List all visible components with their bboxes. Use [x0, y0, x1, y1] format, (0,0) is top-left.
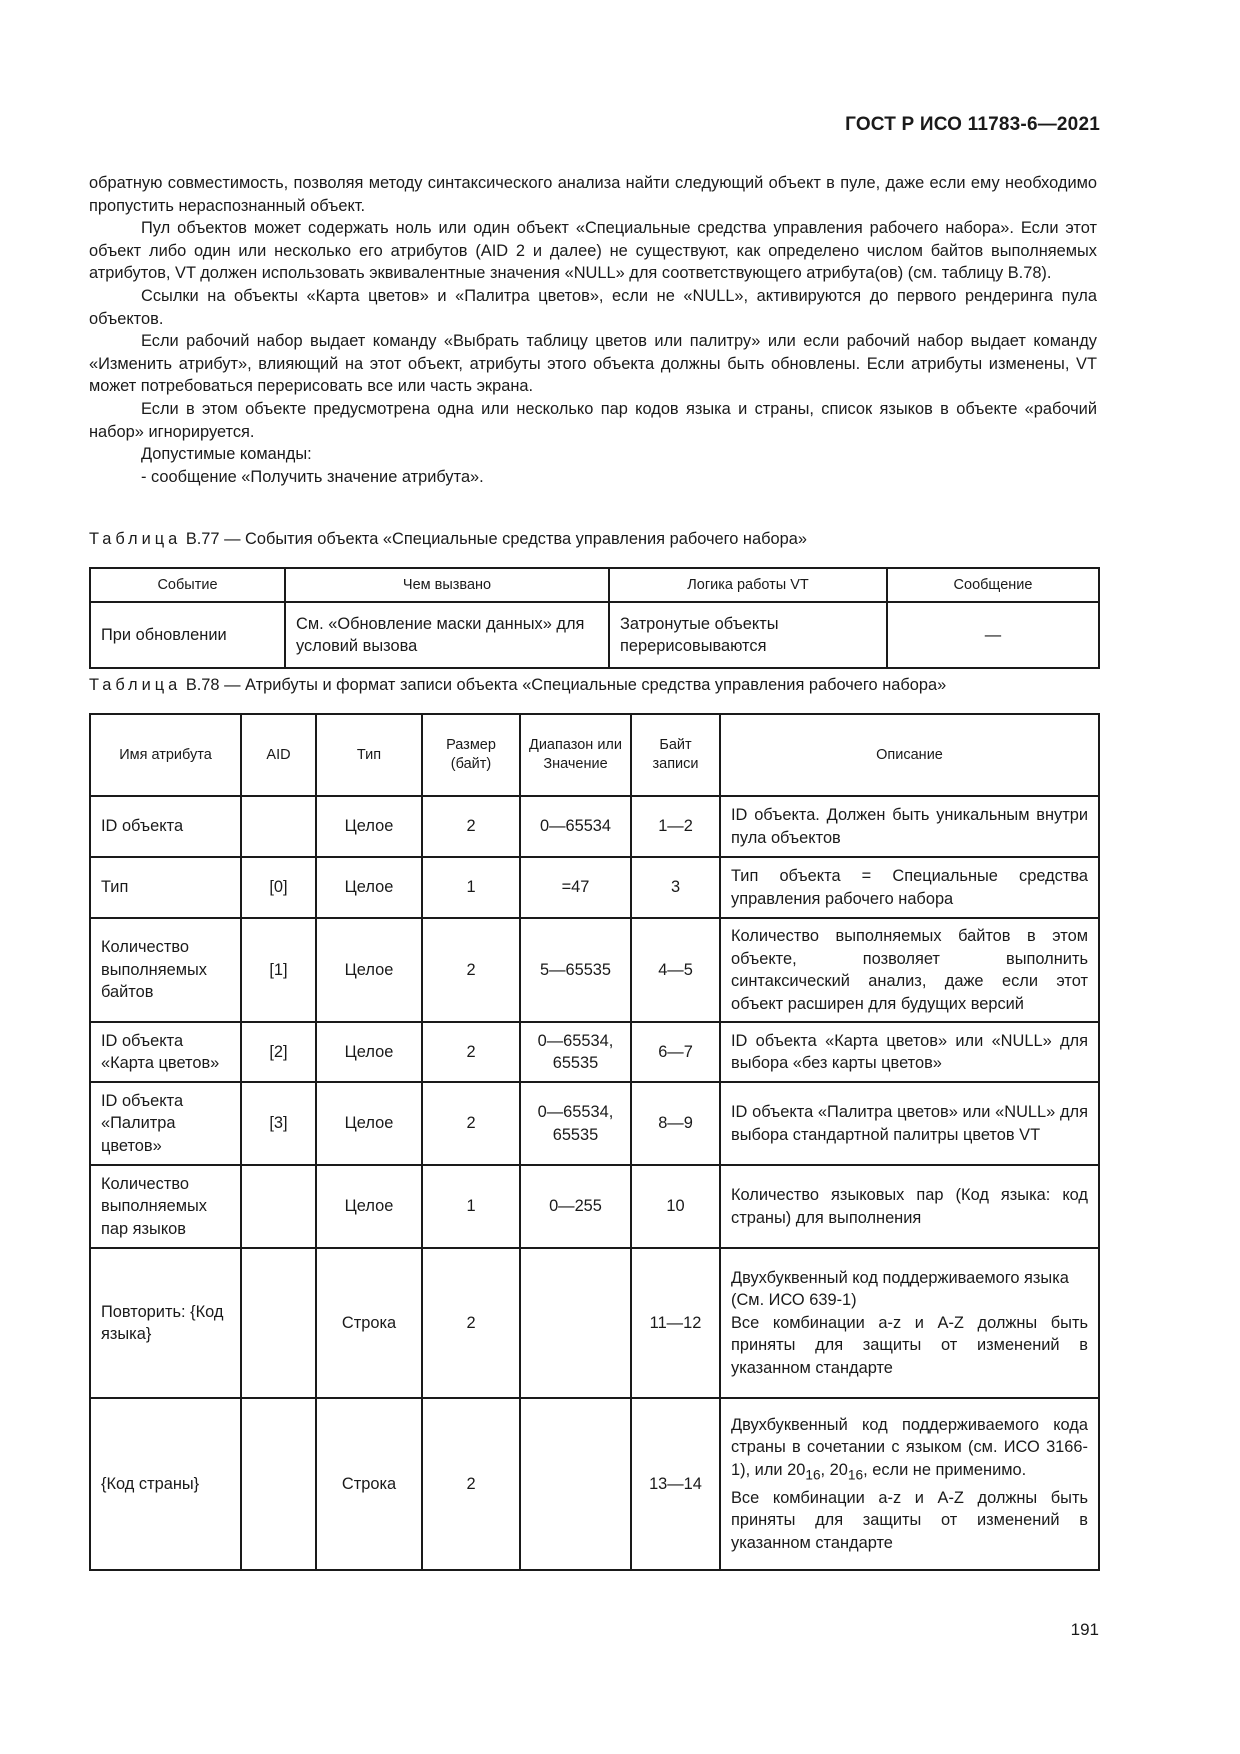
table-row — [90, 1398, 1099, 1570]
page-number: 191 — [1070, 1620, 1099, 1639]
aid-cell: [0] — [241, 857, 316, 918]
size-cell: 2 — [422, 1022, 520, 1082]
aid-cell — [241, 1398, 316, 1570]
aid-cell — [241, 1165, 316, 1248]
paragraph: Пул объектов может содержать ноль или один объект «Специальные средства управления рабочего набора». Если этот объект либо один или несколько его атрибутов (AID 2 и далее) не существуют, как определено числом байтов выполняемых атрибутов, VT должен использовать эквивалентные значения «NULL» для соответствующего атрибута(ов) (см. таблицу В.78). — [89, 219, 1097, 283]
bytes-cell: 3 — [631, 857, 720, 918]
table-b77 — [89, 567, 1100, 669]
table-header-row — [90, 714, 1099, 796]
description-cell: ID объекта «Карта цветов» или «NULL» для выбора «без карты цветов» — [720, 1022, 1099, 1082]
aid-cell — [241, 796, 316, 857]
caption-text: В.77 — События объекта «Специальные средства управления рабочего набора» — [181, 530, 807, 548]
range-cell: 0—65534, 65535 — [520, 1022, 631, 1082]
caption-text: В.78 — Атрибуты и формат записи объекта «Специальные средства управления рабочего набора» — [181, 676, 947, 694]
attr-name-cell: ID объекта «Карта цветов» — [90, 1022, 241, 1082]
column-header: Логика работы VT — [609, 568, 887, 602]
range-cell — [520, 1248, 631, 1398]
column-header: Сообщение — [887, 568, 1099, 602]
type-cell: Строка — [316, 1398, 422, 1570]
type-cell: Целое — [316, 857, 422, 918]
size-cell: 2 — [422, 796, 520, 857]
desc-text: , если не применимо. Все комбинации a-z и A-Z должны быть приняты для защиты от изменений в указанном стандарте — [731, 1460, 1088, 1552]
column-header: Байт записи — [631, 714, 720, 796]
caption-label: Таблица — [89, 530, 182, 548]
type-cell: Целое — [316, 918, 422, 1022]
paragraph: Если рабочий набор выдает команду «Выбрать таблицу цветов или палитру» или если рабочий набор выдает команду «Изменить атрибут», влияющий на этот объект, атрибуты этого объекта должны быть обновлены. Если атрибуты изменены, VT может потребоваться перерисовать все или часть экрана. — [89, 332, 1097, 396]
aid-cell — [241, 1248, 316, 1398]
size-cell: 1 — [422, 857, 520, 918]
table-row — [90, 857, 1099, 918]
column-header: Чем вызвано — [285, 568, 609, 602]
table-b78 — [89, 713, 1100, 1571]
type-cell: Целое — [316, 1082, 422, 1165]
desc-text: , 20 — [820, 1460, 848, 1479]
size-cell: 2 — [422, 1248, 520, 1398]
bytes-cell: 6—7 — [631, 1022, 720, 1082]
list-item: - сообщение «Получить значение атрибута». — [141, 467, 484, 486]
table-cell: При обновлении — [90, 602, 285, 668]
description-cell: ID объекта «Палитра цветов» или «NULL» для выбора стандартной палитры цветов VT — [720, 1082, 1099, 1165]
aid-cell: [1] — [241, 918, 316, 1022]
attr-name-cell: Количество выполняемых пар языков — [90, 1165, 241, 1248]
body-text — [89, 172, 1097, 488]
table-cell: Затронутые объекты перерисовываются — [609, 602, 887, 668]
attr-name-cell: ID объекта — [90, 796, 241, 857]
column-header: Диапазон или Значение — [520, 714, 631, 796]
attr-name-cell: ID объекта «Палитра цветов» — [90, 1082, 241, 1165]
bytes-cell: 13—14 — [631, 1398, 720, 1570]
description-cell: ID объекта. Должен быть уникальным внутри пула объектов — [720, 796, 1099, 857]
caption-label: Таблица — [89, 676, 182, 694]
aid-cell: [2] — [241, 1022, 316, 1082]
column-header: Событие — [90, 568, 285, 602]
range-cell: 0—65534 — [520, 796, 631, 857]
paragraph: Ссылки на объекты «Карта цветов» и «Палитра цветов», если не «NULL», активируются до первого рендеринга пула объектов. — [89, 286, 1097, 328]
bytes-cell: 8—9 — [631, 1082, 720, 1165]
paragraph: обратную совместимость, позволяя методу синтаксического анализа найти следующий объект в пуле, даже если ему необходимо пропустить нераспознанный объект. — [89, 174, 1097, 215]
attr-name-cell: {Код страны} — [90, 1398, 241, 1570]
description-cell: Количество языковых пар (Код языка: код страны) для выполнения — [720, 1165, 1099, 1248]
size-cell: 2 — [422, 918, 520, 1022]
table-b78-caption — [89, 676, 946, 695]
document-header: ГОСТ Р ИСО 11783-6—2021 — [845, 114, 1100, 135]
bytes-cell: 4—5 — [631, 918, 720, 1022]
description-cell: Двухбуквенный код поддерживаемого языка (См. ИСО 639-1) Все комбинации a-z и A-Z должны быть приняты для защиты от изменений в указанном стандарте — [720, 1248, 1099, 1398]
paragraph: Если в этом объекте предусмотрена одна или несколько пар кодов языка и страны, список языков в объекте «рабочий набор» игнорируется. — [89, 399, 1097, 441]
table-header-row — [90, 568, 1099, 602]
column-header: Имя атрибута — [90, 714, 241, 796]
table-row — [90, 918, 1099, 1022]
desc-text: Двухбуквенный код поддерживаемого кода страны в сочетании с языком (см. ИСО 3166-1), или 20 — [731, 1415, 1088, 1479]
table-row — [90, 1022, 1099, 1082]
table-row — [90, 796, 1099, 857]
column-header: Описание — [720, 714, 1099, 796]
table-cell: См. «Обновление маски данных» для условий вызова — [285, 602, 609, 668]
attr-name-cell: Повторить: {Код языка} — [90, 1248, 241, 1398]
range-cell: 5—65535 — [520, 918, 631, 1022]
description-cell: Тип объекта = Специальные средства управления рабочего набора — [720, 857, 1099, 918]
paragraph: Допустимые команды: — [141, 445, 312, 464]
description-cell: Количество выполняемых байтов в этом объекте, позволяет выполнить синтаксический анализ, даже если этот объект расширен для будущих версий — [720, 918, 1099, 1022]
table-row — [90, 1248, 1099, 1398]
column-header: Тип — [316, 714, 422, 796]
size-cell: 2 — [422, 1398, 520, 1570]
desc-subscript: 16 — [805, 1467, 821, 1483]
attr-name-cell: Тип — [90, 857, 241, 918]
aid-cell: [3] — [241, 1082, 316, 1165]
range-cell — [520, 1398, 631, 1570]
bytes-cell: 11—12 — [631, 1248, 720, 1398]
size-cell: 1 — [422, 1165, 520, 1248]
bytes-cell: 10 — [631, 1165, 720, 1248]
range-cell: 0—65534, 65535 — [520, 1082, 631, 1165]
type-cell: Целое — [316, 1022, 422, 1082]
table-row — [90, 1165, 1099, 1248]
type-cell: Целое — [316, 796, 422, 857]
column-header: AID — [241, 714, 316, 796]
table-cell: — — [887, 602, 1099, 668]
range-cell: 0—255 — [520, 1165, 631, 1248]
description-cell — [720, 1398, 1099, 1570]
type-cell: Целое — [316, 1165, 422, 1248]
desc-subscript: 16 — [847, 1467, 864, 1483]
table-b77-caption — [89, 530, 807, 549]
table-row — [90, 1082, 1099, 1165]
column-header: Размер (байт) — [422, 714, 520, 796]
range-cell: =47 — [520, 857, 631, 918]
table-row — [90, 602, 1099, 668]
size-cell: 2 — [422, 1082, 520, 1165]
type-cell: Строка — [316, 1248, 422, 1398]
attr-name-cell: Количество выполняемых байтов — [90, 918, 241, 1022]
bytes-cell: 1—2 — [631, 796, 720, 857]
